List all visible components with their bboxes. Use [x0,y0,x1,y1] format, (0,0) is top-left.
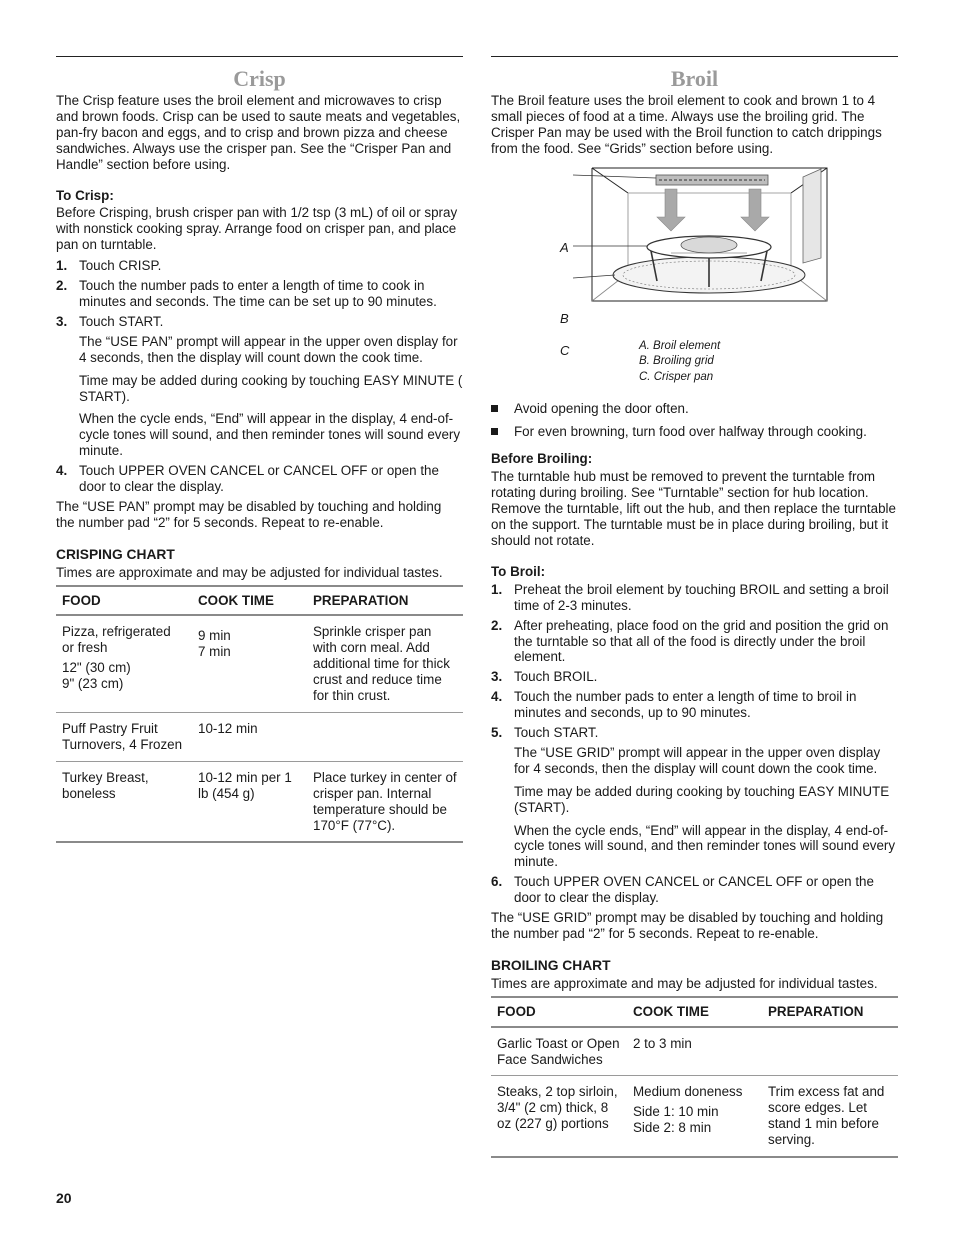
step-text: Touch the number pads to enter a length of time to cook in minutes and seconds. The time can be set up to 90 minutes. [79,278,437,309]
broil-chart-heading: BROILING CHART [491,957,611,973]
figure-caption: B. Broiling grid [639,355,714,368]
table-cell-time [192,615,307,712]
broil-chart-note: Times are approximate and may be adjusted for individual tastes. [491,975,878,991]
step-detail: When the cycle ends, “End” will appear in the display, 4 end-of-cycle tones will sound, and then reminder tones will sound every minute. [514,822,896,870]
crisp-intro: The Crisp feature uses the broil element and microwaves to crisp and brown foods. Crisp can be used to saute meats and vegetables, pan-fry bacon and eggs, and to crisp and brown pizza and cheese sandwiches. Always use the crisper pan. See the “Crisper Pan and Handle” section before using. [56,93,461,172]
step-item [491,689,898,721]
step-item [56,463,463,495]
crisp-chart-note: Times are approximate and may be adjusted for individual tastes. [56,564,443,580]
step-detail: Time may be added during cooking by touching EASY MINUTE (START). [514,783,890,815]
step-text: Preheat the broil element by touching BROIL and setting a broil time of 2-3 minutes. [514,581,889,613]
table-cell-prep [307,713,463,762]
step-item [56,278,463,310]
oven-diagram [491,163,898,303]
figure-caption: C. Crisper pan [639,370,714,383]
cell-text: 10-12 min [198,721,258,736]
broil-before: The turntable hub must be removed to prevent the turntable from rotating during broiling. See “Turntable” section for hub location. Remove the turntable, lift out the hub, and then replace the turntable on the support. The turntable must be in place during broiling, but it should not rotate. [491,469,896,548]
broil-intro: The Broil feature uses the broil element to cook and brown 1 to 4 small pieces of food at a time. Always use the broiling grid. The Crisper Pan may be used with the Broil function to catch drippings from the food. See “Grids” section before using. [491,93,882,156]
step-number: 2. [491,617,503,633]
table-header: FOOD [491,997,627,1027]
table-cell-time [192,761,307,842]
table-cell-food [491,1027,627,1076]
step-number: 5. [491,725,503,741]
cell-text: Puff Pastry Fruit Turnovers, 4 Frozen [62,721,183,752]
step-number: 4. [56,463,68,479]
step-number: 4. [491,689,503,705]
heat-arrow-right [741,189,769,231]
step-item [491,725,898,870]
cell-text: Trim excess fat and score edges. Let stand 1 min before serving. [768,1084,885,1148]
figure-label-b: B [560,310,569,326]
cell-text: Side 1: 10 min Side 2: 8 min [633,1104,719,1136]
crisp-before: Before Crisping, brush crisper pan with 1/2 tsp (3 mL) of oil or spray with nonstick cooking spray. Arrange food on crisper pan, and place pan on turntable. [56,205,458,253]
tip-item [491,401,898,417]
step-text: Touch the number pads to enter a length of time to broil in minutes and seconds, up to 90 minutes. [514,689,857,721]
page-number: 20 [56,1190,72,1206]
leader-line-a [573,175,656,178]
broil-note: The “USE GRID” prompt may be disabled by touching and holding the number pad “2” for 5 seconds. Repeat to re-enable. [491,910,884,941]
table-cell-food [56,761,192,842]
broil-title: Broil [670,66,719,91]
broil-tips-list [491,401,898,440]
cell-text: Sprinkle crisper pan with corn meal. Add additional time for thick crust and reduce time for thin crust. [313,624,450,704]
cell-text: Medium doneness [633,1084,743,1100]
cell-text: 10-12 min per 1 lb (454 g) [198,769,292,801]
step-text: After preheating, place food on the grid and position the grid on the turntable so that all of the food is directly under the broil element. [514,617,889,665]
step-detail: When the cycle ends, “End” will appear in the display, 4 end-of-cycle tones will sound, and then reminder tones will sound every minute. [79,411,461,459]
table-cell-food [56,713,192,762]
figure-label-a: A [560,239,569,255]
leader-line-c [573,275,615,278]
tip-text: For even browning, turn food over halfway through cooking. [514,423,867,439]
step-number: 6. [491,874,503,890]
broil-body [491,93,898,1158]
table-cell-food [56,615,192,712]
step-text: Touch CRISP. [79,258,162,274]
step-text: Touch START. [79,313,164,329]
bullet-square-icon [491,428,498,435]
figure-caption-block [491,339,898,387]
cell-text: Steaks, 2 top sirloin, 3/4" (2 cm) thick, 8 oz (227 g) portions [497,1084,618,1132]
step-text: Touch UPPER OVEN CANCEL or CANCEL OFF or open the door to clear the display. [79,463,439,495]
table-cell-time [192,713,307,762]
step-detail: The “USE GRID” prompt will appear in the upper oven display for 4 seconds, then the display will count down the cook time. [514,744,881,776]
table-header: FOOD [56,586,192,616]
cell-text: Pizza, refrigerated or fresh [62,624,171,656]
step-number: 1. [56,258,68,274]
step-item [56,258,463,274]
table-row [491,1027,898,1076]
crisp-title: Crisp [233,66,286,91]
tip-text: Avoid opening the door often. [514,400,689,416]
crisp-body [56,93,463,843]
table-row [56,761,463,842]
heat-arrow-left [657,189,685,231]
tip-item [491,424,898,440]
crisp-note: The “USE PAN” prompt may be disabled by touching and holding the number pad “2” for 5 seconds. Repeat to re-enable. [56,498,442,530]
step-item [56,314,463,459]
table-cell-prep [762,1076,898,1157]
crisp-top-rule [56,56,463,57]
step-detail: The “USE PAN” prompt will appear in the upper oven display for 4 seconds, then the display will count down the cook time. [79,333,458,365]
step-number: 3. [491,669,503,685]
table-cell-time [627,1027,762,1076]
cell-text: 12" (30 cm) 9" (23 cm) [62,660,131,692]
crisp-to-heading: To Crisp: [56,187,114,203]
broil-top-rule [491,56,898,57]
figure-label-c: C [560,342,570,358]
step-text: Touch BROIL. [514,669,598,685]
table-cell-prep [307,615,463,712]
table-row [56,615,463,712]
step-item [491,669,898,685]
table-header: COOK TIME [627,997,762,1027]
table-header: PREPARATION [762,997,898,1027]
broil-figure [491,163,898,358]
broiling-chart-table [491,996,898,1158]
step-item [491,618,898,666]
cell-text: 9 min 7 min [198,628,231,660]
table-header: COOK TIME [192,586,307,616]
table-cell-prep [307,761,463,842]
cell-text: Turkey Breast, boneless [62,769,149,801]
broil-steps [491,582,898,906]
cell-text: Garlic Toast or Open Face Sandwiches [497,1035,620,1067]
crisping-chart-table [56,585,463,844]
table-cell-time [627,1076,762,1157]
crisp-steps [56,258,463,495]
step-number: 1. [491,581,503,597]
step-item [491,582,898,614]
cell-text: Place turkey in center of crisper pan. Internal temperature should be 170°F (77°C). [313,769,457,833]
broil-before-heading: Before Broiling: [491,451,593,467]
table-row [491,1076,898,1157]
broil-to-heading: To Broil: [491,563,546,579]
step-text: Touch UPPER OVEN CANCEL or CANCEL OFF or open the door to clear the display. [514,874,874,906]
table-cell-food [491,1076,627,1157]
table-header: PREPARATION [307,586,463,616]
step-text: Touch START. [514,725,599,741]
crisp-chart-heading: CRISPING CHART [56,546,175,562]
table-row [56,713,463,762]
cell-text: 2 to 3 min [633,1035,692,1051]
bullet-square-icon [491,405,498,412]
step-number: 2. [56,278,68,294]
table-cell-prep [762,1027,898,1076]
step-detail: Time may be added during cooking by touching EASY MINUTE ( START). [79,372,463,404]
figure-caption: A. Broil element [639,339,721,352]
step-number: 3. [56,313,68,329]
step-item [491,874,898,906]
